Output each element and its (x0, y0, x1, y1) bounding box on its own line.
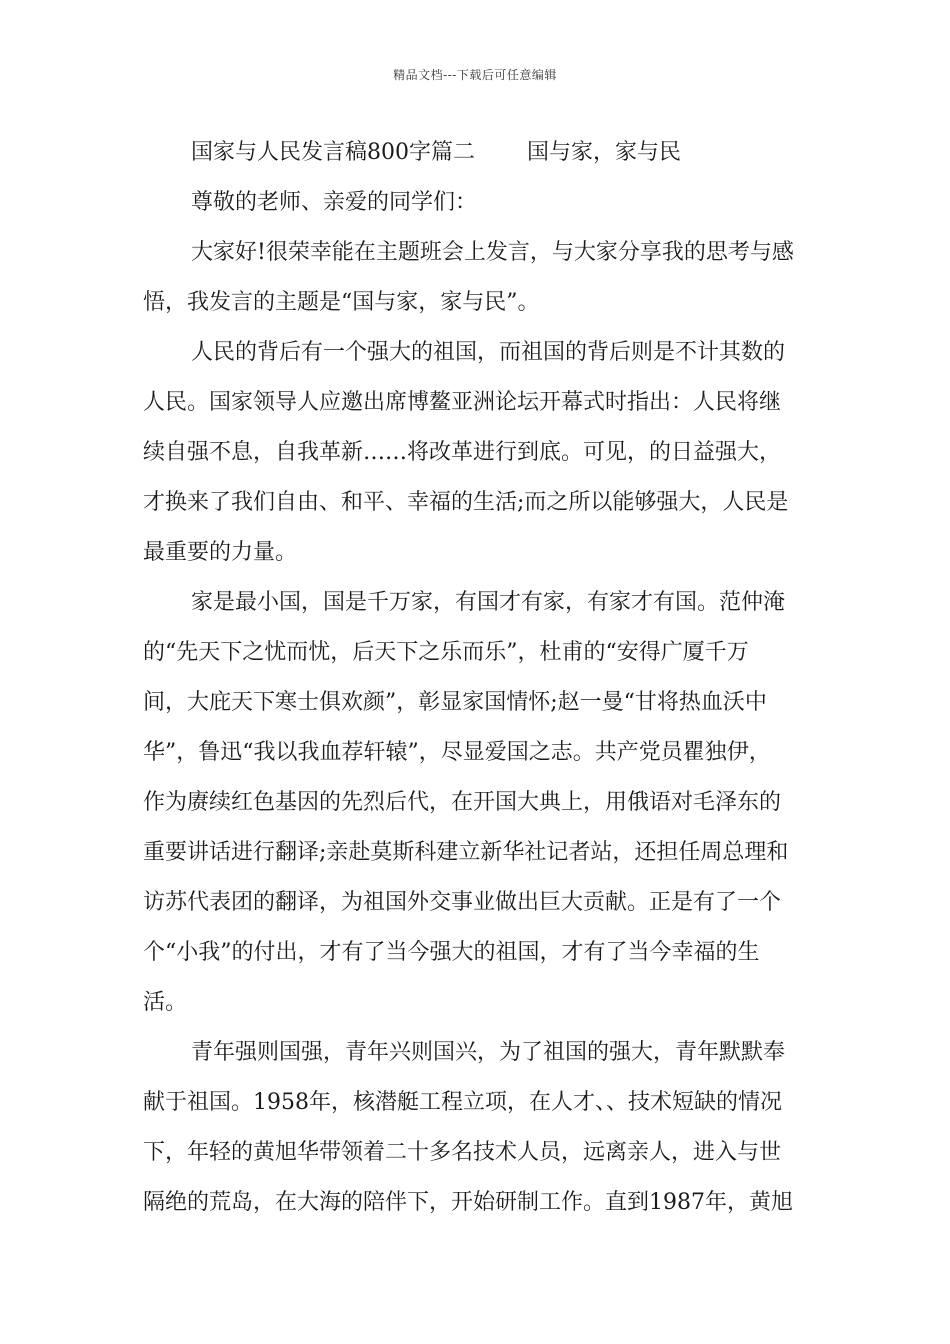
greeting: 尊敬的老师、亲爱的同学们： (191, 190, 478, 215)
title-left: 国家与人民发言稿800字篇二 (191, 140, 475, 165)
paragraph-line: 个“小我”的付出，才有了当今强大的祖国，才有了当今幸福的生 (143, 940, 760, 965)
document-title (143, 128, 811, 178)
paragraph-line: 访苏代表团的翻译，为祖国外交事业做出巨大贡献。正是有了一个 (143, 890, 782, 915)
paragraph-line: 重要讲话进行翻译;亲赴莫斯科建立新华社记者站，还担任周总理和 (143, 840, 789, 865)
paragraph-line: 间，大庇天下寒士俱欢颜”，彰显家国情怀;赵一曼“甘将热血沃中 (143, 690, 767, 715)
paragraph-line: 人民。国家领导人应邀出席博鳌亚洲论坛开幕式时指出：人民将继 (143, 390, 782, 415)
paragraph (143, 578, 811, 1028)
paragraph-line: 家是最小国，国是千万家，有国才有家，有家才有国。范仲淹 (191, 590, 786, 615)
paragraph-line: 最重要的力量。 (143, 540, 298, 565)
paragraph-line: 青年强则国强，青年兴则国兴，为了祖国的强大，青年默默奉 (191, 1040, 786, 1065)
paragraph-line: 隔绝的荒岛，在大海的陪伴下，开始研制工作。直到1987年，黄旭 (143, 1190, 793, 1215)
paragraph-line: 华”，鲁迅“我以我血荐轩辕”，尽显爱国之志。共产党员瞿独伊， (143, 740, 771, 765)
paragraph-line: 悟，我发言的主题是“国与家，家与民”。 (143, 290, 540, 315)
title-right: 国与家，家与民 (527, 140, 682, 165)
page-header: 精品文档---下载后可任意编辑 (393, 68, 557, 82)
paragraph-line: 人民的背后有一个强大的祖国，而祖国的背后则是不计其数的 (191, 340, 786, 365)
paragraph (143, 328, 811, 578)
paragraph-line: 作为赓续红色基因的先烈后代，在开国大典上，用俄语对毛泽东的 (143, 790, 782, 815)
paragraph-line: 才换来了我们自由、和平、幸福的生活;而之所以能够强大，人民是 (143, 490, 789, 515)
paragraph-line: 大家好!很荣幸能在主题班会上发言，与大家分享我的思考与感 (191, 240, 794, 265)
paragraph (143, 1028, 811, 1228)
paragraph-line: 续自强不息，自我革新……将改革进行到底。可见，的日益强大， (143, 440, 782, 465)
paragraph-line: 下，年轻的黄旭华带领着二十多名技术人员，远离亲人，进入与世 (143, 1140, 782, 1165)
paragraph-line: 活。 (143, 990, 188, 1015)
document-body (143, 128, 811, 1228)
paragraph (143, 228, 811, 328)
paragraph-line: 献于祖国。1958年，核潜艇工程立项，在人才、、技术短缺的情况 (143, 1090, 782, 1115)
paragraph-line: 的“先天下之忧而忧，后天下之乐而乐”，杜甫的“安得广厦千万 (143, 640, 749, 665)
